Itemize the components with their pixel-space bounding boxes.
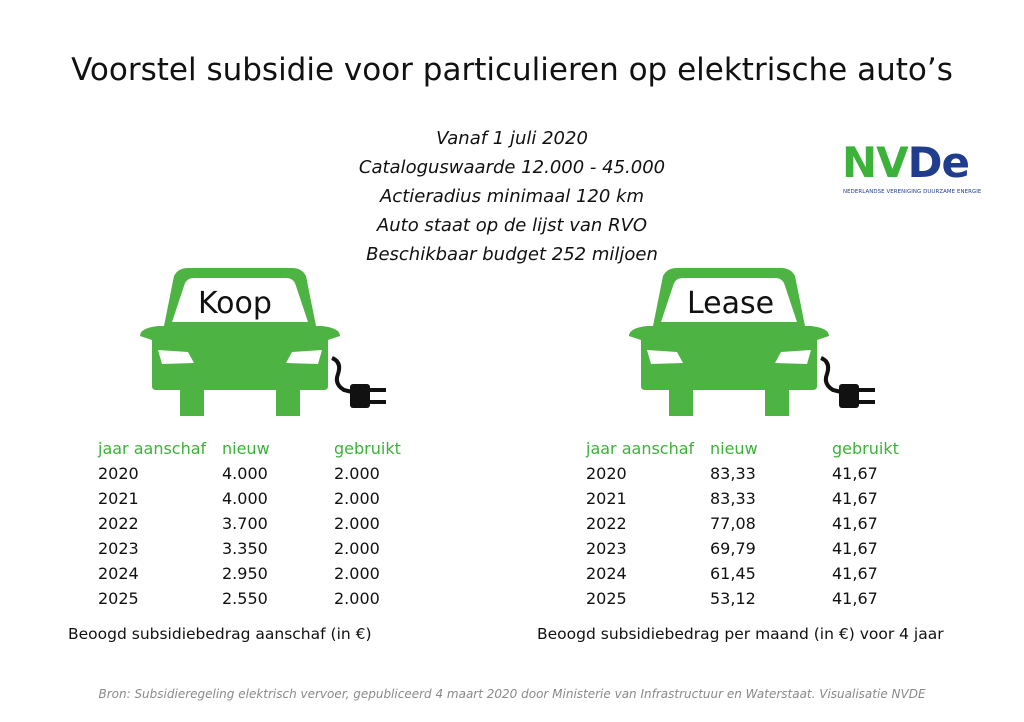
table-cell: 2.950 <box>222 564 268 583</box>
header-year: jaar aanschaf <box>586 439 695 458</box>
header-used: gebruikt <box>334 439 401 458</box>
table-cell: 2.550 <box>222 589 268 608</box>
table-row <box>98 561 424 586</box>
table-cell: 2020 <box>98 464 139 483</box>
lease-caption: Beoogd subsidiebedrag per maand (in €) voor 4 jaar <box>537 625 944 643</box>
lease-label: Lease <box>687 286 775 321</box>
conditions-list <box>262 124 762 269</box>
table-row <box>586 536 922 561</box>
lease-subsidy-table <box>586 436 922 611</box>
header-new: nieuw <box>710 439 758 458</box>
header-used: gebruikt <box>832 439 899 458</box>
table-cell: 61,45 <box>710 564 756 583</box>
page-title: Voorstel subsidie voor particulieren op elektrische auto’s <box>71 52 953 88</box>
table-cell: 77,08 <box>710 514 756 533</box>
table-cell: 2020 <box>586 464 627 483</box>
table-cell: 2021 <box>586 489 627 508</box>
table-cell: 2022 <box>586 514 627 533</box>
table-cell: 2024 <box>98 564 139 583</box>
header-year: jaar aanschaf <box>98 439 207 458</box>
logo-subtitle: NEDERLANDSE VERENIGING DUURZAME ENERGIE <box>843 189 982 195</box>
table-cell: 4.000 <box>222 489 268 508</box>
table-row <box>586 561 922 586</box>
table-cell: 2.000 <box>334 464 380 483</box>
table-cell: 3.350 <box>222 539 268 558</box>
table-cell: 41,67 <box>832 564 878 583</box>
lease-car-illustration <box>625 266 895 416</box>
table-row <box>98 586 424 611</box>
table-row <box>586 511 922 536</box>
condition-line: Auto staat op de lijst van RVO <box>376 215 648 236</box>
table-row <box>586 461 922 486</box>
table-header-row <box>586 436 922 461</box>
table-cell: 69,79 <box>710 539 756 558</box>
table-cell: 2.000 <box>334 489 380 508</box>
condition-line: Beschikbaar budget 252 miljoen <box>366 244 658 265</box>
table-row <box>98 486 424 511</box>
logo-wordmark: NVDe <box>842 138 970 187</box>
table-cell: 41,67 <box>832 539 878 558</box>
table-cell: 2024 <box>586 564 627 583</box>
table-cell: 2025 <box>586 589 627 608</box>
table-cell: 41,67 <box>832 589 878 608</box>
table-row <box>98 536 424 561</box>
koop-label: Koop <box>198 286 272 321</box>
koop-subsidy-table <box>98 436 424 611</box>
header-new: nieuw <box>222 439 270 458</box>
table-cell: 4.000 <box>222 464 268 483</box>
koop-caption: Beoogd subsidiebedrag aanschaf (in €) <box>68 625 372 643</box>
table-cell: 2022 <box>98 514 139 533</box>
table-cell: 83,33 <box>710 464 756 483</box>
table-cell: 41,67 <box>832 464 878 483</box>
table-cell: 2.000 <box>334 514 380 533</box>
table-cell: 2.000 <box>334 564 380 583</box>
table-cell: 2.000 <box>334 539 380 558</box>
table-row <box>586 486 922 511</box>
table-cell: 41,67 <box>832 489 878 508</box>
table-cell: 53,12 <box>710 589 756 608</box>
table-cell: 83,33 <box>710 489 756 508</box>
table-cell: 2025 <box>98 589 139 608</box>
table-row <box>98 511 424 536</box>
table-cell: 2023 <box>586 539 627 558</box>
condition-line: Actieradius minimaal 120 km <box>379 186 644 207</box>
table-header-row <box>98 436 424 461</box>
table-cell: 2021 <box>98 489 139 508</box>
source-note: Bron: Subsidieregeling elektrisch vervoer, gepubliceerd 4 maart 2020 door Ministerie van Infrastructuur en Waterstaat. Visualisatie NVDE <box>98 687 926 701</box>
table-row <box>586 586 922 611</box>
table-cell: 2023 <box>98 539 139 558</box>
nvde-logo <box>842 138 982 200</box>
table-row <box>98 461 424 486</box>
condition-line: Cataloguswaarde 12.000 - 45.000 <box>358 157 666 178</box>
table-cell: 2.000 <box>334 589 380 608</box>
table-cell: 3.700 <box>222 514 268 533</box>
koop-car-illustration <box>136 266 406 416</box>
condition-line: Vanaf 1 juli 2020 <box>436 128 588 149</box>
table-cell: 41,67 <box>832 514 878 533</box>
